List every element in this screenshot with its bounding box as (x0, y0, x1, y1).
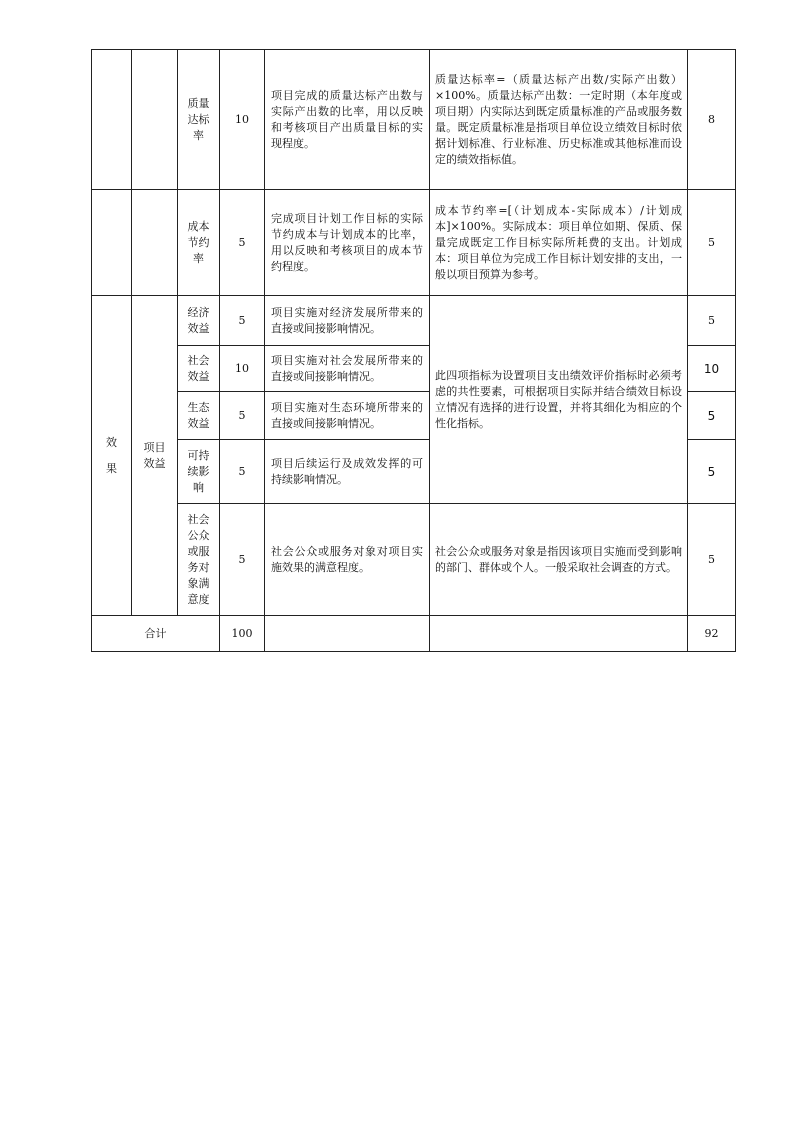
explanation-cell: 社会公众或服务对象是指因该项目实施而受到影响的部门、群体或个人。一般采取社会调查的方式。 (430, 504, 688, 616)
weight-cell: 5 (220, 190, 265, 296)
indicator-cell: 质量达标率 (178, 50, 220, 190)
empty-category-cell (92, 190, 132, 296)
score-cell: 5 (688, 392, 736, 440)
category-char: 果 (106, 461, 117, 475)
description-cell: 社会公众或服务对象对项目实施效果的满意程度。 (265, 504, 430, 616)
score-cell: 5 (688, 190, 736, 296)
indicator-cell: 社会公众或服务对象满意度 (178, 504, 220, 616)
table-row (92, 50, 736, 190)
total-score: 92 (688, 616, 736, 652)
table-row (92, 190, 736, 296)
empty-category-cell (92, 50, 132, 190)
empty-cell (430, 616, 688, 652)
weight-cell: 10 (220, 50, 265, 190)
score-cell: 5 (688, 440, 736, 504)
empty-cell (265, 616, 430, 652)
weight-cell: 5 (220, 392, 265, 440)
weight-cell: 5 (220, 504, 265, 616)
category-cell-effect (92, 296, 132, 616)
empty-subcategory-cell (132, 190, 178, 296)
description-cell: 项目实施对社会发展所带来的直接或间接影响情况。 (265, 346, 430, 392)
indicator-cell: 生态效益 (178, 392, 220, 440)
indicator-cell: 可持续影响 (178, 440, 220, 504)
weight-cell: 5 (220, 296, 265, 346)
subcategory-label: 项目效益 (143, 440, 166, 470)
score-cell: 10 (688, 346, 736, 392)
score-cell: 8 (688, 50, 736, 190)
category-char: 效 (106, 435, 117, 449)
table-row (92, 504, 736, 616)
total-row (92, 616, 736, 652)
description-cell: 项目实施对生态环境所带来的直接或间接影响情况。 (265, 392, 430, 440)
description-cell: 完成项目计划工作目标的实际节约成本与计划成本的比率，用以反映和考核项目的成本节约程度。 (265, 190, 430, 296)
explanation-cell: 质量达标率=（质量达标产出数/实际产出数）×100%。质量达标产出数：一定时期（本年度或项目期）内实际达到既定质量标准的产品或服务数量。既定质量标准是指项目单位设立绩效目标时依据计划标准、行业标准、历史标准或其他标准而设定的绩效指标值。 (430, 50, 688, 190)
weight-cell: 5 (220, 440, 265, 504)
indicator-cell: 经济效益 (178, 296, 220, 346)
weight-cell: 10 (220, 346, 265, 392)
indicator-cell: 成本节约率 (178, 190, 220, 296)
description-cell: 项目实施对经济发展所带来的直接或间接影响情况。 (265, 296, 430, 346)
subcategory-cell (132, 296, 178, 616)
description-cell: 项目完成的质量达标产出数与实际产出数的比率，用以反映和考核项目产出质量目标的实现程度。 (265, 50, 430, 190)
evaluation-table (91, 49, 736, 652)
total-label: 合计 (92, 616, 220, 652)
total-weight: 100 (220, 616, 265, 652)
shared-explanation-cell: 此四项指标为设置项目支出绩效评价指标时必须考虑的共性要素，可根据项目实际并结合绩效目标设立情况有选择的进行设置，并将其细化为相应的个性化指标。 (430, 296, 688, 504)
explanation-cell: 成本节约率=[（计划成本-实际成本）/计划成本]×100%。实际成本：项目单位如期、保质、保量完成既定工作目标实际所耗费的支出。计划成本：项目单位为完成工作目标计划安排的支出，一般以项目预算为参考。 (430, 190, 688, 296)
description-cell: 项目后续运行及成效发挥的可持续影响情况。 (265, 440, 430, 504)
table-row (92, 296, 736, 346)
score-cell: 5 (688, 504, 736, 616)
empty-subcategory-cell (132, 50, 178, 190)
indicator-cell: 社会效益 (178, 346, 220, 392)
score-cell: 5 (688, 296, 736, 346)
